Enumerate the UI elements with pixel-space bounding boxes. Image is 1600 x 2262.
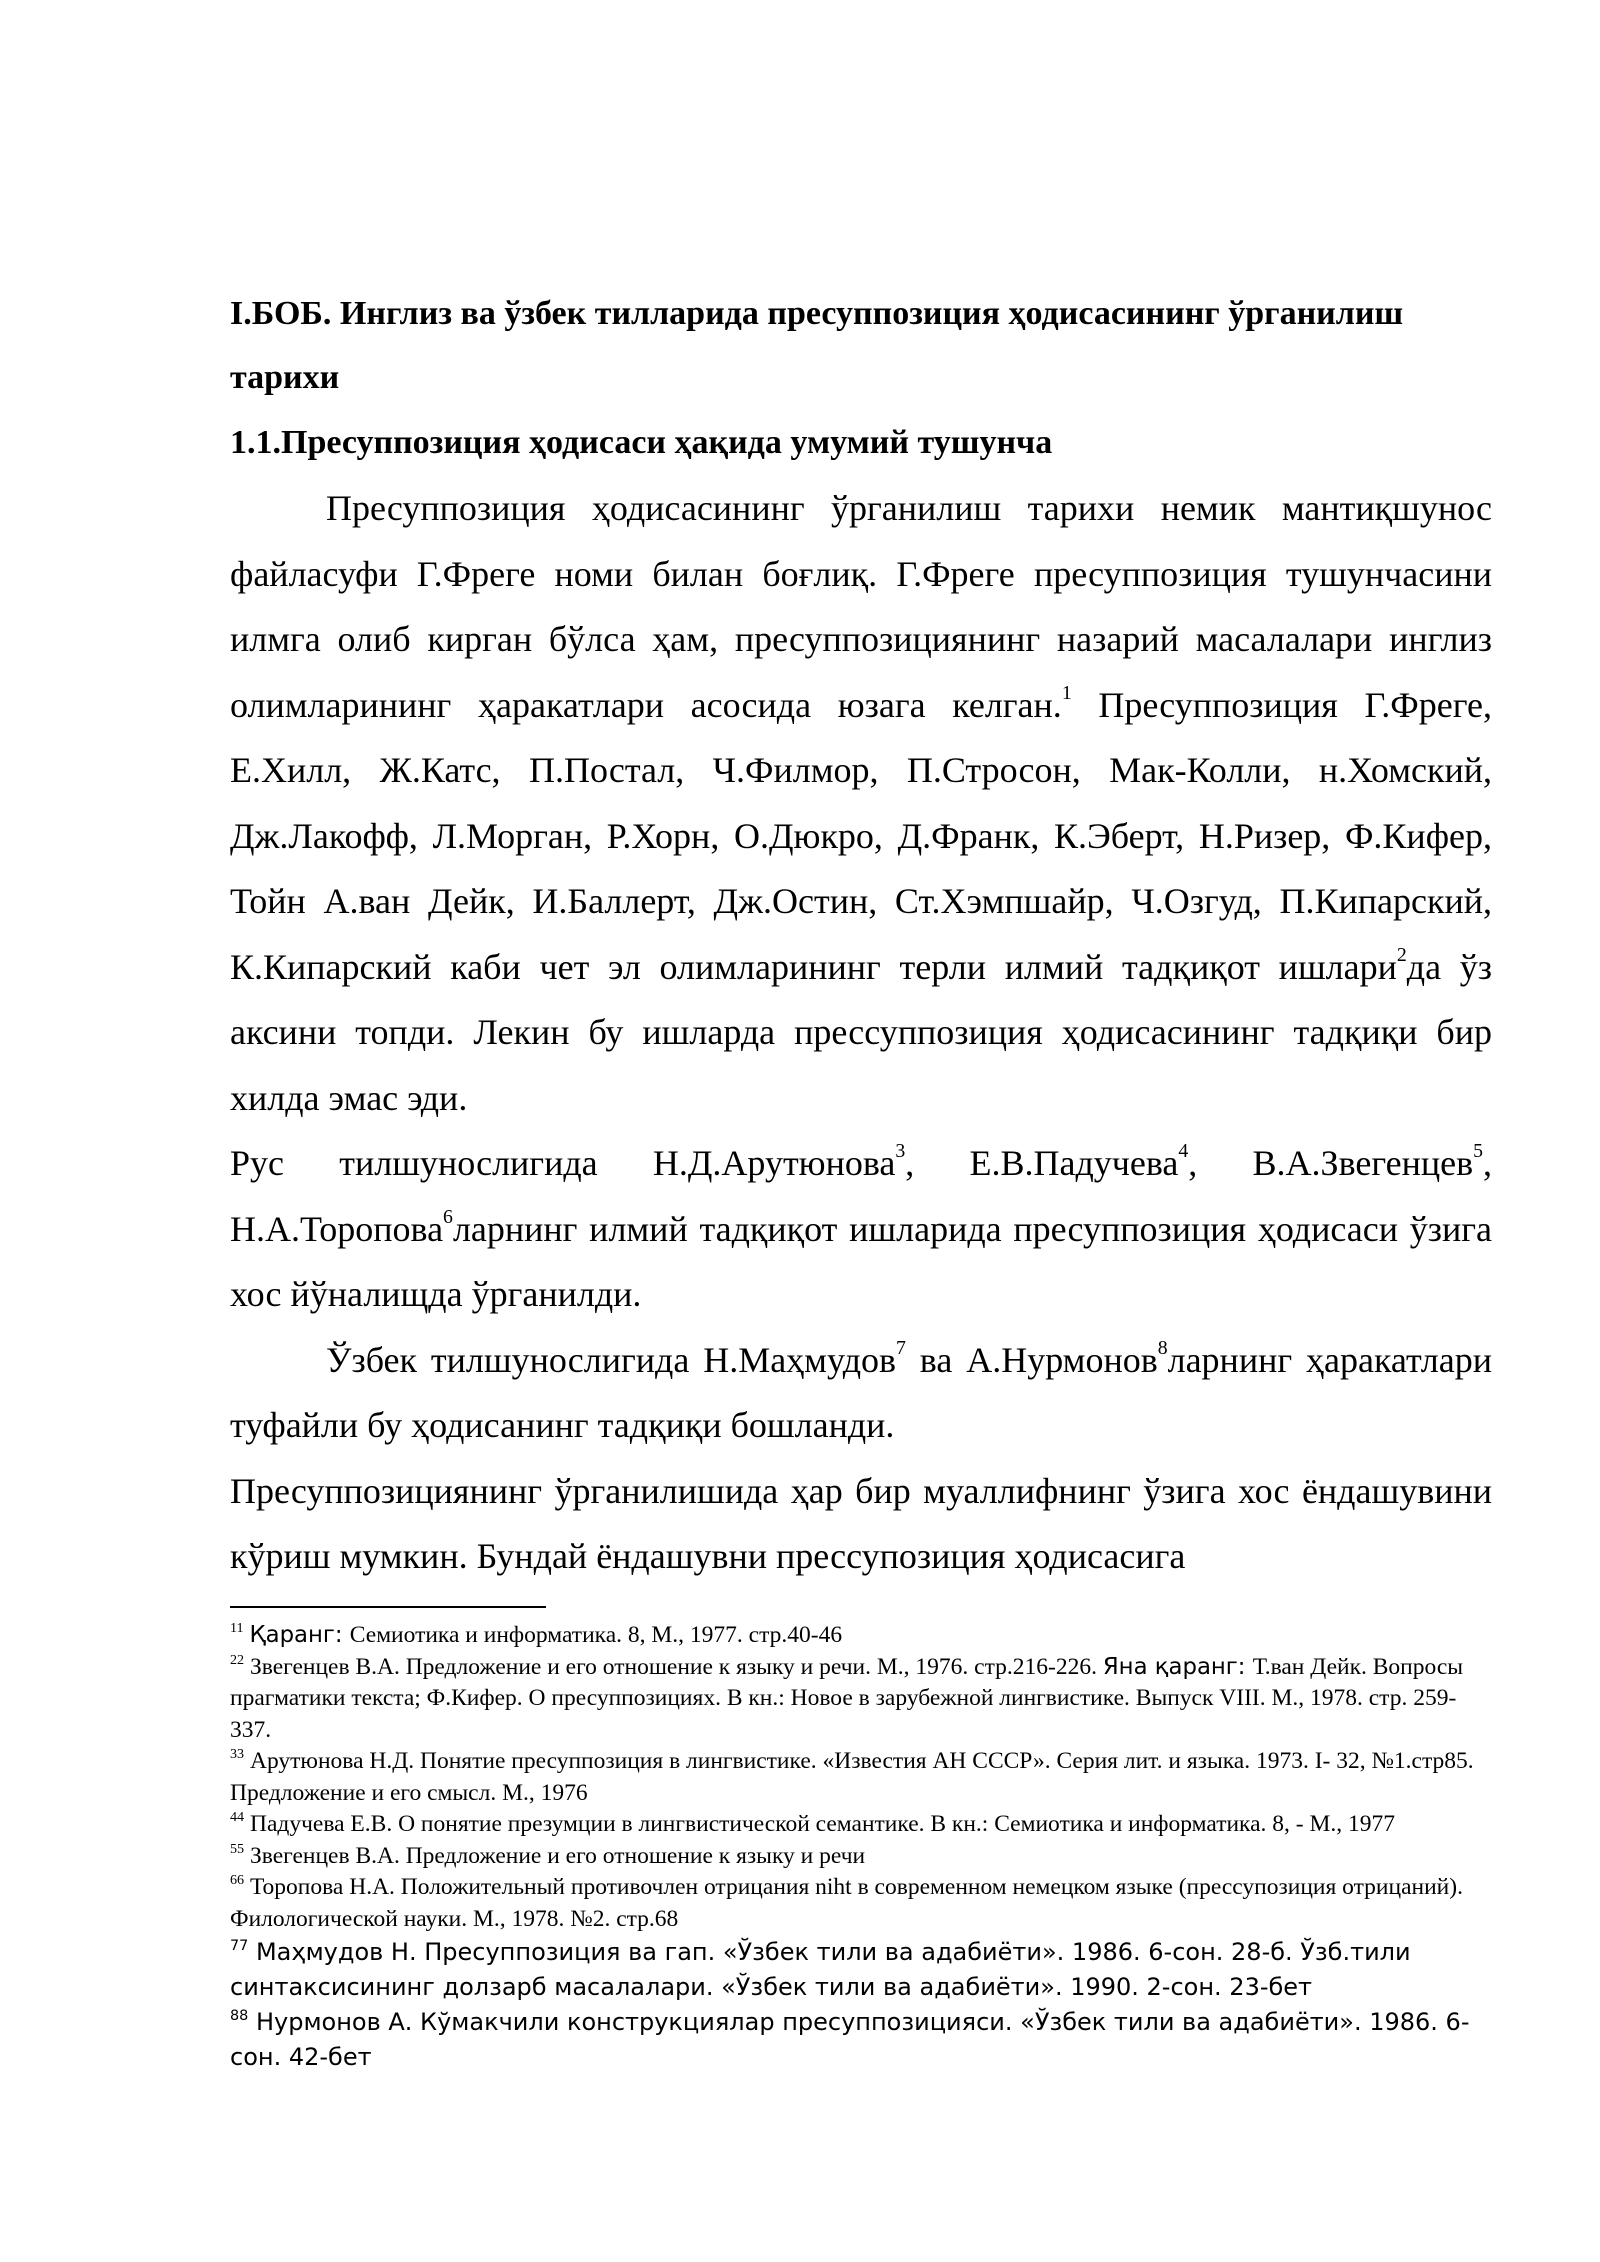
footnote-mark: 77 [230, 1937, 249, 1954]
footnote-mark: 22 [230, 1651, 245, 1668]
paragraph-2-text-e: ларнинг илмий тадқиқот ишларида пресуппозиция ҳодисаси ўзига хос йўналищда ўрганилди. [230, 1208, 1492, 1314]
footnote-mark: 88 [230, 2007, 249, 2024]
paragraph-1-text-b: Пресуппозиция Г.Фреге, Е.Хилл, Ж.Катс, П.Постал, Ч.Филмор, П.Стросон, Мак-Колли, н.Хомский, Дж.Лакофф, Л.Морган, Р.Хорн, О.Дюкро, Д.Франк, К.Эберт, Н.Ризер, Ф.Кифер, Тойн А.ван Дейк, И.Баллерт, Дж.Остин, Ст.Хэмпшайр, Ч.Озгуд, П.Кипарский, К.Кипарский каби чет эл олимларининг терли илмий тадқиқот ишлари [230, 684, 1492, 987]
footnote-2-text-a: Звегенцев В.А. Предложение и его отношение к языку и речи. М., 1976. стр.216-226. [249, 1653, 1103, 1680]
paragraph-4: Пресуппозициянинг ўрганилишида ҳар бир муаллифнинг ўзига хос ёндашувини кўриш мумкин. Бундай ёндашувни прессупозиция ҳодисасига [230, 1470, 1492, 1576]
paragraph-1 [230, 476, 1492, 1131]
footnote-8 [230, 2005, 1492, 2075]
document-body [230, 282, 1492, 1590]
footnote-ref-2: 2 [1396, 943, 1407, 966]
paragraph-2-text-d: , Н.А.Торопова [230, 1143, 1493, 1249]
paragraph-3 [230, 1328, 1492, 1459]
footnotes [230, 1620, 1492, 2075]
footnote-mark: 44 [230, 1809, 245, 1826]
footnote-2 [230, 1652, 1492, 1747]
footnote-5-text: Звегенцев В.А. Предложение и его отношение к языку и речи [249, 1842, 866, 1869]
footnote-ref-1: 1 [1061, 681, 1072, 704]
footnote-6 [230, 1872, 1492, 1935]
footnote-ref-7: 7 [896, 1336, 906, 1359]
footnote-mark: 33 [230, 1746, 245, 1763]
footnote-separator [230, 1606, 546, 1608]
footnote-5 [230, 1841, 1492, 1873]
paragraph-1-text-c: да ўз аксини топди. Лекин бу ишларда прессуппозиция ҳодисасининг тадқиқи бир хилда эмас эди. [230, 946, 1493, 1118]
footnote-6-text: Торопова Н.А. Положительный противочлен отрицания niht в современном немецком языке (прессупозиция отрицаний). Филологической науки. М., 1978. №2. стр.68 [230, 1874, 1463, 1932]
footnote-2-text-b: Яна қаранг: [1102, 1653, 1253, 1680]
paragraph-2-text-c: , В.А.Звегенцев [1188, 1143, 1474, 1183]
paragraph-2-text-b: , Е.В.Падучева [905, 1143, 1179, 1183]
paragraph-3-text-b: ва А.Нурмонов [905, 1339, 1158, 1380]
footnote-4-text: Падучева Е.В. О понятие презумции в лингвистической семантике. В кн.: Семиотика и информатика. 8, - М., 1977 [249, 1811, 1396, 1837]
footnote-ref-6: 6 [443, 1205, 453, 1228]
footnote-ref-5: 5 [1473, 1140, 1484, 1163]
footnote-3-text: Арутюнова Н.Д. Понятие пресуппозиция в лингвистике. «Известия АН СССР». Серия лит. и языка. 1973. I- 32, №1.стр85. Предложение и его смысл. М., 1976 [230, 1748, 1474, 1806]
footnote-7 [230, 1935, 1492, 2005]
paragraph-3-text-a: Ўзбек тилшунослигида Н.Маҳмудов [326, 1339, 897, 1380]
footnote-2-text-c: Т.ван Дейк. Вопросы прагматики текста; Ф.Кифер. О пресуппозициях. В кн.: Новое в зарубежной лингвистике. Выпуск VIII. М., 1978. стр. 259-337. [230, 1653, 1464, 1743]
footnote-mark: 66 [230, 1872, 245, 1889]
section-heading: 1.1.Пресуппозиция ҳодисаси ҳақида умумий тушунча [230, 424, 1053, 461]
paragraph-3-text-c: ларнинг ҳаракатлари туфайли бу ҳодисанинг тадқиқи бошланди. [230, 1339, 1493, 1445]
footnote-ref-3: 3 [895, 1140, 906, 1163]
chapter-heading: I.БОБ. Инглиз ва ўзбек тилларида пресуппозиция ҳодисасининг ўрганилиш тарихи [230, 295, 1404, 396]
footnote-ref-4: 4 [1178, 1140, 1189, 1163]
footnote-mark: 11 [230, 1620, 244, 1637]
footnote-1 [230, 1620, 1492, 1652]
footnote-4 [230, 1809, 1492, 1841]
footnote-1-lead: Қаранг: [249, 1622, 350, 1648]
footnote-7-text: Маҳмудов Н. Пресуппозиция ва гап. «Ўзбек тили ва адабиёти». 1986. 6-сон. 28-б. Ўзб.тили синтаксисининг долзарб масалалари. «Ўзбек тили ва адабиёти». 1990. 2-сон. 23-бет [230, 1938, 1411, 2001]
paragraph-1-text-a: Пресуппозиция ҳодисасининг ўрганилиш тарихи немик мантиқшунос файласуфи Г.Фреге номи билан боғлиқ. Г.Фреге пресуппозиция тушунчасини илмга олиб кирган бўлса ҳам, пресуппозициянинг назарий масалалари инглиз олимларининг ҳаракатлари асосида юзага келган. [230, 488, 1492, 725]
footnote-3 [230, 1746, 1492, 1809]
footnote-ref-8: 8 [1157, 1336, 1168, 1359]
paragraph-2-text-a: Рус тилшунослигида Н.Д.Арутюнова [230, 1143, 896, 1183]
footnote-1-text: Семиотика и информатика. 8, М., 1977. стр.40-46 [349, 1622, 843, 1648]
footnote-mark: 55 [230, 1840, 245, 1857]
footnote-8-text: Нурмонов А. Кўмакчили конструкциялар пресуппозицияси. «Ўзбек тили ва адабиёти». 1986. 6-сон. 42-бет [230, 2008, 1470, 2071]
paragraph-2 [230, 1131, 1492, 1328]
